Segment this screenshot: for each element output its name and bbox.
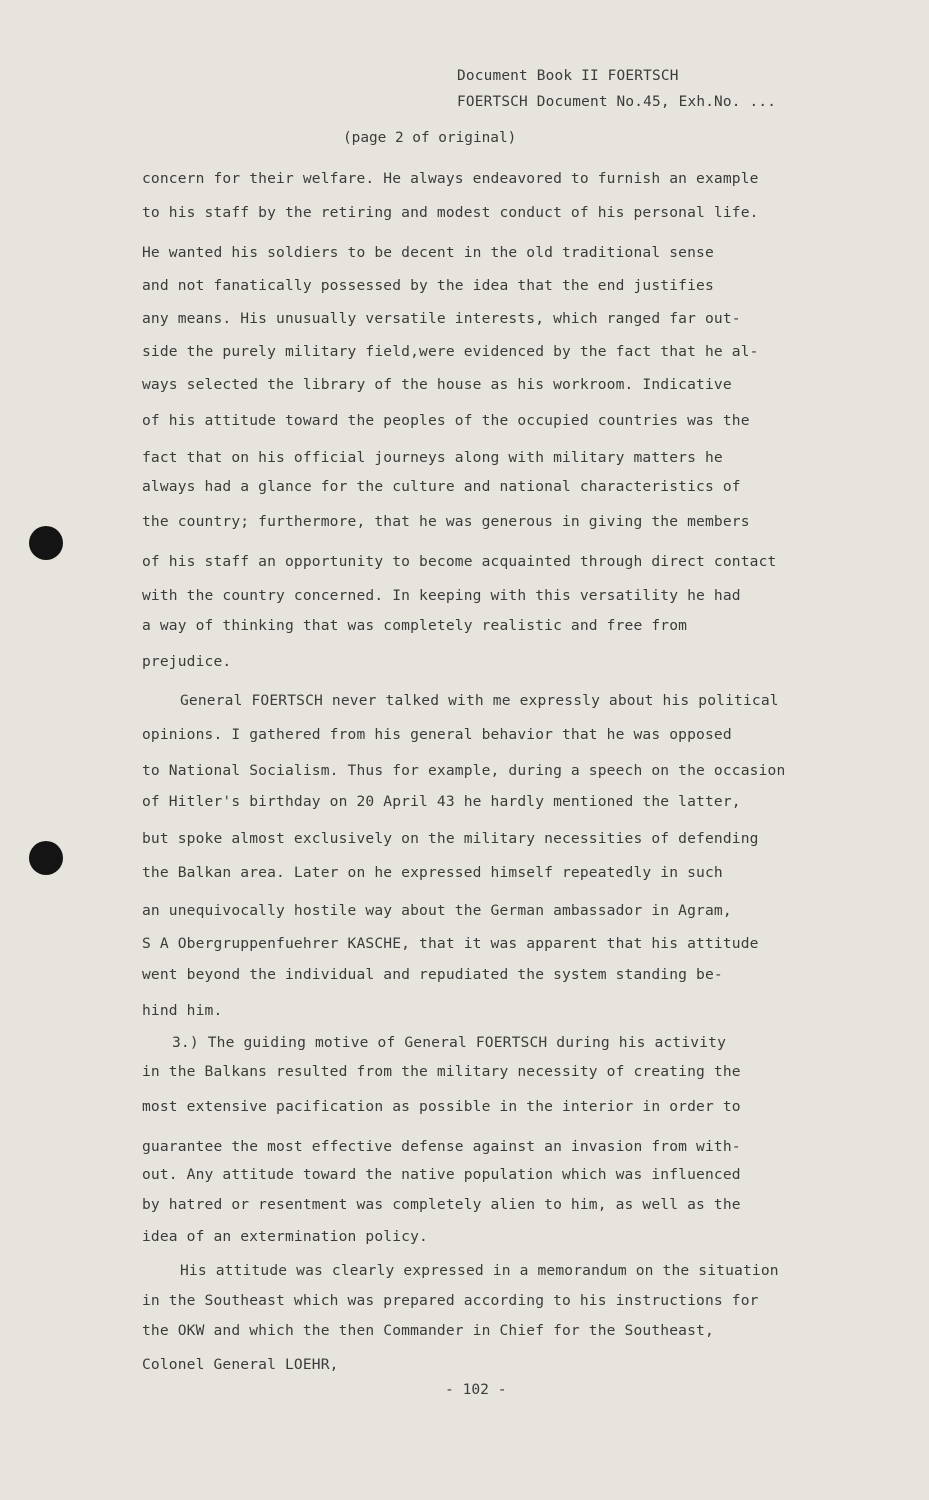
body-line: Colonel General LOEHR,	[142, 1356, 339, 1373]
body-line: the Balkan area. Later on he expressed himself repeatedly in such	[142, 864, 723, 881]
page-number: - 102 -	[445, 1381, 507, 1398]
body-line: went beyond the individual and repudiated the system standing be-	[142, 966, 723, 983]
body-line: hind him.	[142, 1002, 223, 1019]
body-line: out. Any attitude toward the native population which was influenced	[142, 1166, 741, 1183]
body-line: but spoke almost exclusively on the military necessities of defending	[142, 830, 759, 847]
body-line: idea of an extermination policy.	[142, 1228, 428, 1245]
body-line: 3.) The guiding motive of General FOERTSCH during his activity	[172, 1034, 727, 1051]
body-line: concern for their welfare. He always endeavored to furnish an example	[142, 170, 759, 187]
document-number: FOERTSCH Document No.45, Exh.No. ...	[457, 94, 777, 110]
body-line: side the purely military field,were evidenced by the fact that he al-	[142, 343, 759, 360]
body-line: ways selected the library of the house as his workroom. Indicative	[142, 376, 732, 393]
body-line: His attitude was clearly expressed in a memorandum on the situation	[180, 1262, 779, 1279]
body-line: in the Southeast which was prepared according to his instructions for	[142, 1292, 759, 1309]
body-line: the OKW and which the then Commander in Chief for the Southeast,	[142, 1322, 714, 1339]
body-line: an unequivocally hostile way about the German ambassador in Agram,	[142, 902, 732, 919]
body-line: any means. His unusually versatile interests, which ranged far out-	[142, 310, 741, 327]
body-line: of Hitler's birthday on 20 April 43 he hardly mentioned the latter,	[142, 793, 741, 810]
punch-hole	[29, 526, 63, 560]
body-line: always had a glance for the culture and national characteristics of	[142, 478, 741, 495]
body-line: S A Obergruppenfuehrer KASCHE, that it was apparent that his attitude	[142, 935, 759, 952]
body-line: to National Socialism. Thus for example, during a speech on the occasion	[142, 762, 786, 779]
body-line: prejudice.	[142, 653, 232, 670]
punch-hole	[29, 841, 63, 875]
body-line: opinions. I gathered from his general behavior that he was opposed	[142, 726, 732, 743]
body-line: by hatred or resentment was completely alien to him, as well as the	[142, 1196, 741, 1213]
document-book-title: Document Book II FOERTSCH	[457, 68, 679, 84]
body-line: fact that on his official journeys along with military matters he	[142, 449, 723, 466]
body-line: of his attitude toward the peoples of the occupied countries was the	[142, 412, 750, 429]
body-line: guarantee the most effective defense against an invasion from with-	[142, 1138, 741, 1155]
body-line: General FOERTSCH never talked with me expressly about his political	[180, 692, 779, 709]
body-line: with the country concerned. In keeping with this versatility he had	[142, 587, 741, 604]
page-of-original: (page 2 of original)	[343, 130, 517, 146]
body-line: to his staff by the retiring and modest conduct of his personal life.	[142, 204, 759, 221]
body-line: of his staff an opportunity to become acquainted through direct contact	[142, 553, 777, 570]
body-line: in the Balkans resulted from the military necessity of creating the	[142, 1063, 741, 1080]
body-line: the country; furthermore, that he was generous in giving the members	[142, 513, 750, 530]
body-line: He wanted his soldiers to be decent in the old traditional sense	[142, 244, 714, 261]
body-line: and not fanatically possessed by the idea that the end justifies	[142, 277, 714, 294]
body-line: a way of thinking that was completely realistic and free from	[142, 617, 688, 634]
body-line: most extensive pacification as possible in the interior in order to	[142, 1098, 741, 1115]
